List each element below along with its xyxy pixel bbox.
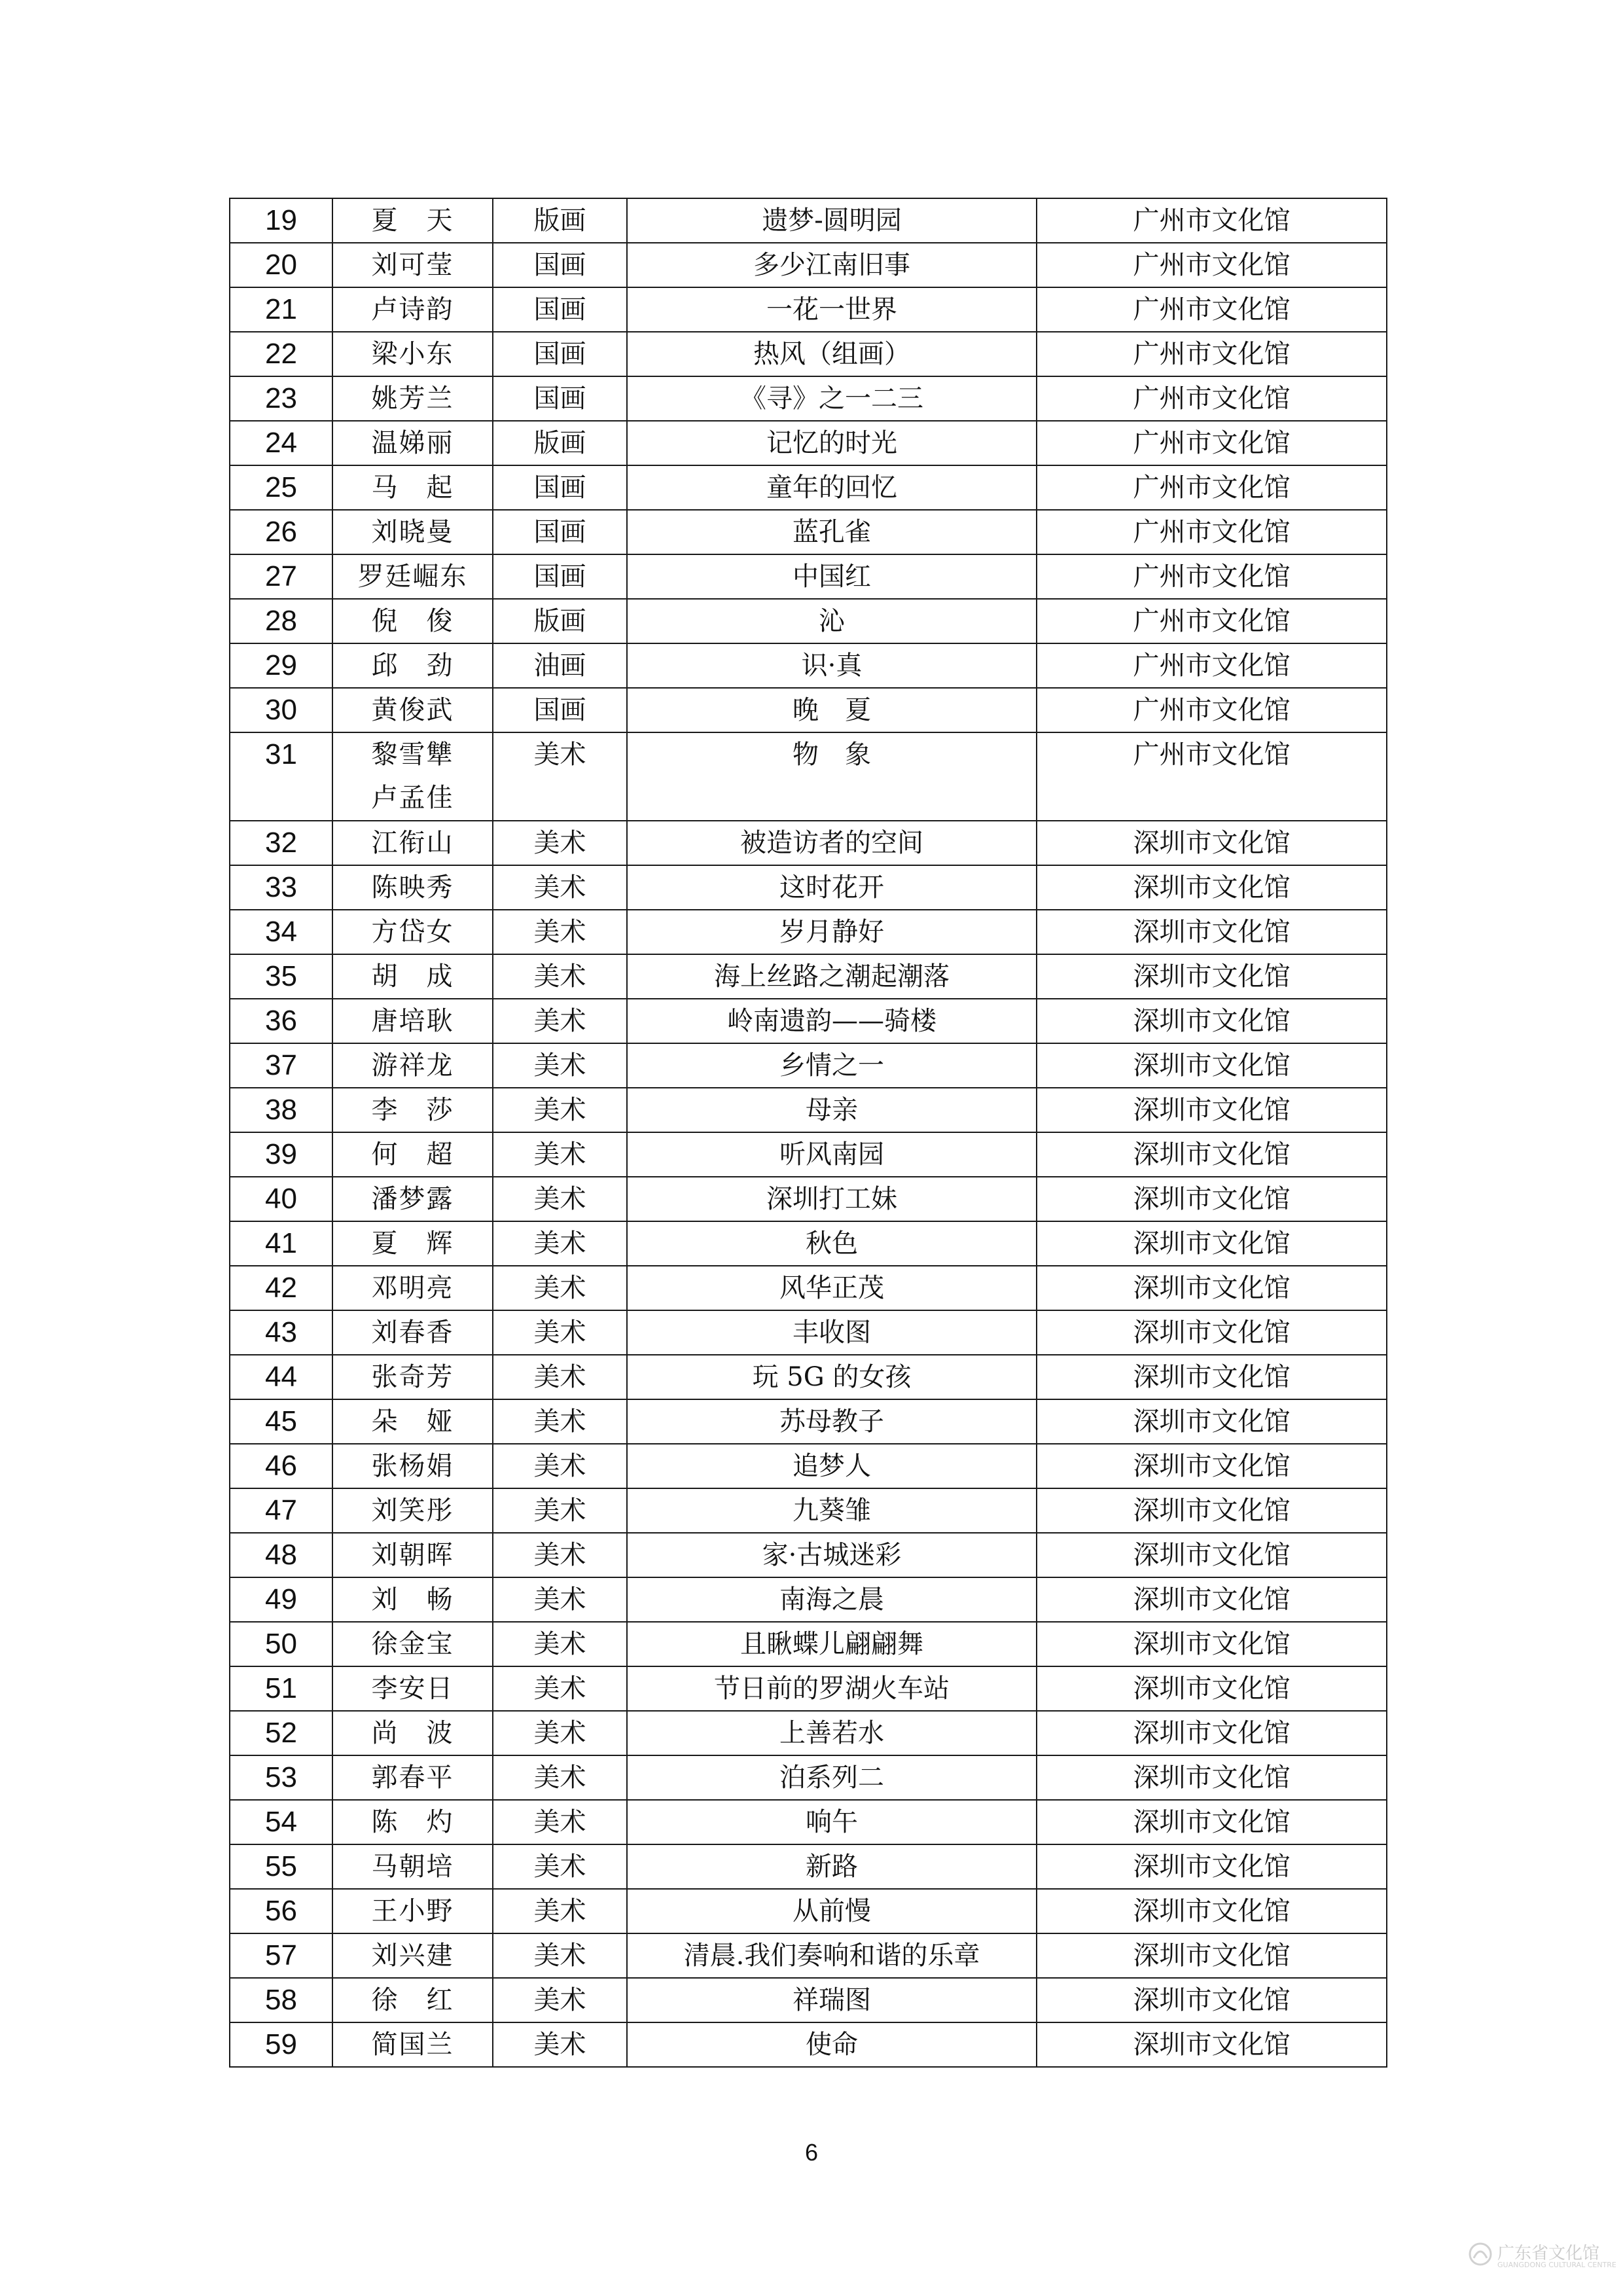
author-name-line: 张奇芳: [371, 1362, 454, 1392]
entry-number: 24: [230, 421, 332, 465]
art-category: 美术: [493, 1488, 627, 1533]
author-name: [332, 910, 493, 954]
entry-number: 59: [230, 2022, 332, 2067]
organization: 深圳市文化馆: [1037, 1088, 1387, 1132]
table-row: [230, 1088, 1387, 1132]
organization: 深圳市文化馆: [1037, 1978, 1387, 2022]
author-name-line: 朵 娅: [371, 1407, 454, 1437]
entry-number: 22: [230, 332, 332, 376]
entry-number: 52: [230, 1711, 332, 1755]
art-category: 美术: [493, 1132, 627, 1177]
art-category: 美术: [493, 1666, 627, 1711]
organization: 深圳市文化馆: [1037, 1310, 1387, 1355]
art-category: 美术: [493, 1444, 627, 1488]
art-category: 国画: [493, 376, 627, 421]
organization: 广州市文化馆: [1037, 554, 1387, 599]
entry-number: 54: [230, 1800, 332, 1844]
author-name: [332, 1755, 493, 1800]
author-name: [332, 332, 493, 376]
work-title: 物 象: [627, 732, 1037, 821]
author-name-line: 刘晓曼: [371, 517, 454, 547]
work-title: 多少江南旧事: [627, 243, 1037, 287]
art-category: 美术: [493, 1844, 627, 1889]
author-name: [332, 1355, 493, 1399]
author-name-line: 黎雪犨: [371, 740, 454, 770]
organization: 深圳市文化馆: [1037, 1711, 1387, 1755]
author-name: [332, 1844, 493, 1889]
author-name: [332, 1266, 493, 1310]
entry-number: 45: [230, 1399, 332, 1444]
organization: 广州市文化馆: [1037, 599, 1387, 643]
work-title: 听风南园: [627, 1132, 1037, 1177]
entry-number: 20: [230, 243, 332, 287]
table-row: [230, 1978, 1387, 2022]
author-name-line: 刘 畅: [371, 1585, 454, 1615]
art-category: 美术: [493, 1978, 627, 2022]
entry-number: 25: [230, 465, 332, 510]
work-title: 清晨.我们奏响和谐的乐章: [627, 1933, 1037, 1978]
art-category: 油画: [493, 643, 627, 688]
entry-number: 32: [230, 821, 332, 865]
work-title: 被造访者的空间: [627, 821, 1037, 865]
table-row: [230, 1622, 1387, 1666]
work-title: 一花一世界: [627, 287, 1037, 332]
table-row: [230, 821, 1387, 865]
work-title: 秋色: [627, 1221, 1037, 1266]
art-category: 国画: [493, 243, 627, 287]
author-name-line: 刘可莹: [371, 250, 454, 280]
work-title: 深圳打工妹: [627, 1177, 1037, 1221]
author-name-line: 徐金宝: [371, 1629, 454, 1659]
organization: 深圳市文化馆: [1037, 1221, 1387, 1266]
entry-number: 19: [230, 198, 332, 243]
organization: 深圳市文化馆: [1037, 910, 1387, 954]
author-name-line: 方岱女: [371, 917, 454, 947]
organization: 广州市文化馆: [1037, 465, 1387, 510]
art-category: 美术: [493, 1266, 627, 1310]
work-title: 风华正茂: [627, 1266, 1037, 1310]
table-row: [230, 1711, 1387, 1755]
table-row: [230, 732, 1387, 821]
art-category: 美术: [493, 732, 627, 821]
work-title: 节日前的罗湖火车站: [627, 1666, 1037, 1711]
work-title: 海上丝路之潮起潮落: [627, 954, 1037, 999]
author-name: [332, 1533, 493, 1577]
table-row: [230, 1933, 1387, 1978]
watermark-text: 广东省文化馆: [1497, 2244, 1600, 2263]
art-category: 美术: [493, 1177, 627, 1221]
author-name: [332, 1711, 493, 1755]
entry-number: 31: [230, 732, 332, 821]
entry-number: 49: [230, 1577, 332, 1622]
work-title: 追梦人: [627, 1444, 1037, 1488]
author-name-line: 何 超: [371, 1139, 454, 1170]
author-name: [332, 1666, 493, 1711]
entry-number: 55: [230, 1844, 332, 1889]
author-name-line: 徐 红: [371, 1985, 454, 2015]
author-name-line: 罗廷崛东: [357, 562, 468, 592]
organization: 广州市文化馆: [1037, 376, 1387, 421]
author-name: [332, 1800, 493, 1844]
author-name: [332, 1088, 493, 1132]
organization: 深圳市文化馆: [1037, 999, 1387, 1043]
work-title: 上善若水: [627, 1711, 1037, 1755]
table-row: [230, 2022, 1387, 2067]
art-category: 国画: [493, 332, 627, 376]
author-name: [332, 465, 493, 510]
work-title: 丰收图: [627, 1310, 1037, 1355]
work-title: 识·真: [627, 643, 1037, 688]
author-name: [332, 1577, 493, 1622]
author-name: [332, 1488, 493, 1533]
organization: 广州市文化馆: [1037, 332, 1387, 376]
art-category: 国画: [493, 465, 627, 510]
table-row: [230, 1800, 1387, 1844]
entry-number: 48: [230, 1533, 332, 1577]
work-title: 晚 夏: [627, 688, 1037, 732]
author-name-line: 邱 劲: [371, 651, 454, 681]
entry-number: 36: [230, 999, 332, 1043]
entry-number: 44: [230, 1355, 332, 1399]
work-title: 从前慢: [627, 1889, 1037, 1933]
table-row: [230, 999, 1387, 1043]
author-name-line: 潘梦露: [371, 1184, 454, 1214]
art-category: 国画: [493, 287, 627, 332]
author-name: [332, 376, 493, 421]
table-row: [230, 1399, 1387, 1444]
entry-number: 56: [230, 1889, 332, 1933]
table-row: [230, 1221, 1387, 1266]
author-name-line: 夏 辉: [371, 1229, 454, 1259]
author-name-line: 游祥龙: [371, 1050, 454, 1081]
art-category: 版画: [493, 599, 627, 643]
author-name-line: 简国兰: [371, 2030, 454, 2060]
organization: 深圳市文化馆: [1037, 1177, 1387, 1221]
entry-number: 41: [230, 1221, 332, 1266]
author-name: [332, 1889, 493, 1933]
author-name: [332, 1043, 493, 1088]
entry-number: 28: [230, 599, 332, 643]
author-name-line: 马 起: [371, 473, 454, 503]
art-category: 美术: [493, 1755, 627, 1800]
organization: 深圳市文化馆: [1037, 1444, 1387, 1488]
author-name: [332, 1399, 493, 1444]
author-name-line: 夏 天: [371, 206, 454, 236]
organization: 深圳市文化馆: [1037, 1844, 1387, 1889]
author-name: [332, 198, 493, 243]
entry-number: 35: [230, 954, 332, 999]
author-name: [332, 510, 493, 554]
organization: 深圳市文化馆: [1037, 1043, 1387, 1088]
art-category: 美术: [493, 910, 627, 954]
author-name-line: 黄俊武: [371, 695, 454, 725]
work-title: 《寻》之一二三: [627, 376, 1037, 421]
entry-number: 46: [230, 1444, 332, 1488]
table-row: [230, 1266, 1387, 1310]
author-name: [332, 865, 493, 910]
table-row: [230, 1666, 1387, 1711]
table-row: [230, 421, 1387, 465]
author-name-line: 李 莎: [371, 1095, 454, 1125]
author-name-line: 陈映秀: [371, 872, 454, 903]
art-category: 美术: [493, 2022, 627, 2067]
work-title: 且瞅蝶儿翩翩舞: [627, 1622, 1037, 1666]
entry-number: 33: [230, 865, 332, 910]
art-category: 美术: [493, 1577, 627, 1622]
work-title: 新路: [627, 1844, 1037, 1889]
table-row: [230, 1844, 1387, 1889]
work-title: 泊系列二: [627, 1755, 1037, 1800]
organization: 深圳市文化馆: [1037, 1889, 1387, 1933]
work-title: 家·古城迷彩: [627, 1533, 1037, 1577]
organization: 广州市文化馆: [1037, 287, 1387, 332]
author-name-line: 刘春香: [371, 1318, 454, 1348]
table-row: [230, 1889, 1387, 1933]
art-category: 美术: [493, 1088, 627, 1132]
art-category: 美术: [493, 1622, 627, 1666]
organization: 广州市文化馆: [1037, 688, 1387, 732]
author-name-line: 卢诗韵: [371, 295, 454, 325]
author-name-line: 胡 成: [371, 961, 454, 992]
author-name-line: 陈 灼: [371, 1807, 454, 1837]
art-category: 美术: [493, 1310, 627, 1355]
author-name-line: 张杨娟: [371, 1451, 454, 1481]
table-row: [230, 1310, 1387, 1355]
table-row: [230, 287, 1387, 332]
author-name-line: 倪 俊: [371, 606, 454, 636]
art-category: 美术: [493, 1533, 627, 1577]
author-name: [332, 421, 493, 465]
work-title: 热风（组画）: [627, 332, 1037, 376]
entry-number: 50: [230, 1622, 332, 1666]
author-name-line: 卢孟佳: [371, 783, 454, 813]
author-name-line: 郭春平: [371, 1763, 454, 1793]
entry-number: 40: [230, 1177, 332, 1221]
entry-number: 23: [230, 376, 332, 421]
work-title: 记忆的时光: [627, 421, 1037, 465]
author-name: [332, 821, 493, 865]
art-category: 美术: [493, 954, 627, 999]
art-category: 美术: [493, 821, 627, 865]
work-title: 南海之晨: [627, 1577, 1037, 1622]
entry-number: 47: [230, 1488, 332, 1533]
author-name-line: 王小野: [371, 1896, 454, 1926]
work-title: 中国红: [627, 554, 1037, 599]
entry-number: 34: [230, 910, 332, 954]
author-name: [332, 643, 493, 688]
table-row: [230, 1755, 1387, 1800]
author-name-line: 马朝培: [371, 1852, 454, 1882]
entries-table-body: [230, 198, 1387, 2067]
page-number: 6: [804, 2139, 819, 2166]
organization: 深圳市文化馆: [1037, 1488, 1387, 1533]
work-title: 苏母教子: [627, 1399, 1037, 1444]
table-row: [230, 954, 1387, 999]
work-title: 沁: [627, 599, 1037, 643]
organization: 深圳市文化馆: [1037, 1577, 1387, 1622]
table-row: [230, 1132, 1387, 1177]
table-row: [230, 510, 1387, 554]
organization: 广州市文化馆: [1037, 421, 1387, 465]
organization: 广州市文化馆: [1037, 198, 1387, 243]
table-row: [230, 1577, 1387, 1622]
table-row: [230, 1444, 1387, 1488]
table-row: [230, 465, 1387, 510]
entry-number: 38: [230, 1088, 332, 1132]
table-row: [230, 1488, 1387, 1533]
entry-number: 43: [230, 1310, 332, 1355]
author-name: [332, 287, 493, 332]
entry-number: 39: [230, 1132, 332, 1177]
author-name: [332, 1978, 493, 2022]
table-row: [230, 376, 1387, 421]
author-name-line: 唐培耿: [371, 1006, 454, 1036]
art-category: 美术: [493, 999, 627, 1043]
work-title: 使命: [627, 2022, 1037, 2067]
author-name-line: 尚 波: [371, 1718, 454, 1748]
art-category: 美术: [493, 1221, 627, 1266]
watermark-logo: [1467, 2238, 1616, 2275]
work-title: 童年的回忆: [627, 465, 1037, 510]
author-name: [332, 999, 493, 1043]
art-category: 美术: [493, 1889, 627, 1933]
art-category: 美术: [493, 1800, 627, 1844]
organization: 深圳市文化馆: [1037, 865, 1387, 910]
table-row: [230, 1043, 1387, 1088]
author-name-line: 李安日: [371, 1674, 454, 1704]
entry-number: 37: [230, 1043, 332, 1088]
art-category: 美术: [493, 1355, 627, 1399]
entry-number: 29: [230, 643, 332, 688]
entry-number: 27: [230, 554, 332, 599]
entry-number: 53: [230, 1755, 332, 1800]
table-row: [230, 599, 1387, 643]
work-title: 遗梦-圆明园: [627, 198, 1037, 243]
entries-table: [229, 198, 1387, 2068]
entry-number: 26: [230, 510, 332, 554]
art-category: 美术: [493, 865, 627, 910]
author-name-line: 刘兴建: [371, 1941, 454, 1971]
art-category: 美术: [493, 1043, 627, 1088]
entry-number: 42: [230, 1266, 332, 1310]
organization: 广州市文化馆: [1037, 510, 1387, 554]
work-title: 响午: [627, 1800, 1037, 1844]
art-category: 美术: [493, 1711, 627, 1755]
art-category: 美术: [493, 1399, 627, 1444]
table-row: [230, 865, 1387, 910]
author-name: [332, 1933, 493, 1978]
organization: 深圳市文化馆: [1037, 1266, 1387, 1310]
author-name: [332, 1221, 493, 1266]
table-row: [230, 332, 1387, 376]
organization: 深圳市文化馆: [1037, 1132, 1387, 1177]
work-title: 蓝孔雀: [627, 510, 1037, 554]
entry-number: 30: [230, 688, 332, 732]
work-title: 母亲: [627, 1088, 1037, 1132]
work-title: 祥瑞图: [627, 1978, 1037, 2022]
emblem-icon: [1467, 2238, 1493, 2270]
art-category: 国画: [493, 688, 627, 732]
author-name: [332, 1310, 493, 1355]
author-name-line: 刘朝晖: [371, 1540, 454, 1570]
table-row: [230, 554, 1387, 599]
author-name-line: 梁小东: [371, 339, 454, 369]
entry-number: 58: [230, 1978, 332, 2022]
organization: 深圳市文化馆: [1037, 1755, 1387, 1800]
author-name-line: 温娣丽: [371, 428, 454, 458]
art-category: 版画: [493, 421, 627, 465]
table-row: [230, 1355, 1387, 1399]
work-title: 玩 5G 的女孩: [627, 1355, 1037, 1399]
work-title: 这时花开: [627, 865, 1037, 910]
organization: 深圳市文化馆: [1037, 1933, 1387, 1978]
art-category: 版画: [493, 198, 627, 243]
organization: 广州市文化馆: [1037, 243, 1387, 287]
author-name-line: 江衔山: [371, 828, 454, 858]
author-name: [332, 1132, 493, 1177]
table-row: [230, 243, 1387, 287]
organization: 广州市文化馆: [1037, 643, 1387, 688]
table-row: [230, 910, 1387, 954]
author-name: [332, 1177, 493, 1221]
author-name-line: 邓明亮: [371, 1273, 454, 1303]
watermark-subtext: GUANGDONG CULTURAL CENTRE: [1497, 2261, 1616, 2269]
author-name: [332, 954, 493, 999]
author-name-line: 姚芳兰: [371, 384, 454, 414]
organization: 深圳市文化馆: [1037, 1622, 1387, 1666]
organization: 深圳市文化馆: [1037, 2022, 1387, 2067]
organization: 深圳市文化馆: [1037, 954, 1387, 999]
work-title: 九葵雏: [627, 1488, 1037, 1533]
organization: 深圳市文化馆: [1037, 821, 1387, 865]
author-name: [332, 554, 493, 599]
author-name: [332, 688, 493, 732]
organization: 广州市文化馆: [1037, 732, 1387, 821]
art-category: 国画: [493, 510, 627, 554]
organization: 深圳市文化馆: [1037, 1355, 1387, 1399]
art-category: 美术: [493, 1933, 627, 1978]
organization: 深圳市文化馆: [1037, 1399, 1387, 1444]
work-title: 岭南遗韵——骑楼: [627, 999, 1037, 1043]
entry-number: 21: [230, 287, 332, 332]
author-name: [332, 2022, 493, 2067]
work-title: 岁月静好: [627, 910, 1037, 954]
table-row: [230, 198, 1387, 243]
author-name: [332, 1622, 493, 1666]
organization: 深圳市文化馆: [1037, 1533, 1387, 1577]
organization: 深圳市文化馆: [1037, 1800, 1387, 1844]
entry-number: 57: [230, 1933, 332, 1978]
table-row: [230, 1177, 1387, 1221]
author-name: [332, 732, 493, 821]
author-name: [332, 243, 493, 287]
table-row: [230, 1533, 1387, 1577]
author-name: [332, 1444, 493, 1488]
author-name-line: 刘笑彤: [371, 1496, 454, 1526]
organization: 深圳市文化馆: [1037, 1666, 1387, 1711]
author-name: [332, 599, 493, 643]
entry-number: 51: [230, 1666, 332, 1711]
art-category: 国画: [493, 554, 627, 599]
table-row: [230, 643, 1387, 688]
table-row: [230, 688, 1387, 732]
work-title: 乡情之一: [627, 1043, 1037, 1088]
